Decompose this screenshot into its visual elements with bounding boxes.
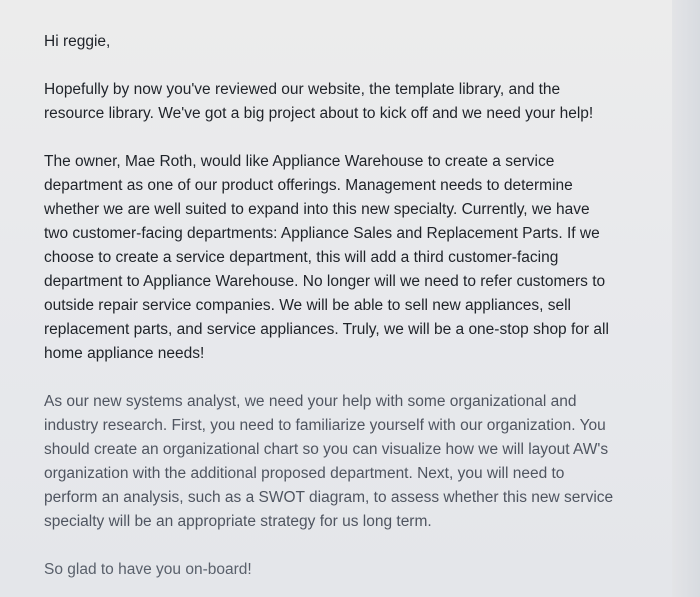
paragraph-project-line: department to Appliance Warehouse. No longer will we need to refer customers to bbox=[44, 273, 606, 290]
message-body bbox=[44, 30, 664, 582]
paragraph-project-line: replacement parts, and service appliances. Truly, we will be a one-stop shop for all bbox=[44, 321, 609, 338]
paragraph-project-line: whether we are well suited to expand into this new specialty. Currently, we have bbox=[44, 201, 590, 218]
paragraph-project-line: The owner, Mae Roth, would like Appliance Warehouse to create a service bbox=[44, 153, 555, 170]
paragraph-project-line: outside repair service companies. We will be able to sell new appliances, sell bbox=[44, 297, 571, 314]
paragraph-intro-line: resource library. We've got a big project about to kick off and we need your help! bbox=[44, 105, 594, 122]
paragraph-assignment-line: should create an organizational chart so you can visualize how we will layout AW's bbox=[44, 441, 609, 458]
paragraph-intro bbox=[44, 78, 664, 126]
paragraph-assignment-line: industry research. First, you need to familiarize yourself with our organization. You bbox=[44, 417, 606, 434]
closing-text: So glad to have you on-board! bbox=[44, 561, 252, 578]
paragraph-assignment-line: As our new systems analyst, we need your help with some organizational and bbox=[44, 393, 577, 410]
paragraph-assignment bbox=[44, 390, 664, 534]
paragraph-intro-line: Hopefully by now you've reviewed our website, the template library, and the bbox=[44, 81, 561, 98]
paragraph-project-line: two customer-facing departments: Appliance Sales and Replacement Parts. If we bbox=[44, 225, 600, 242]
paragraph-project-line: home appliance needs! bbox=[44, 345, 205, 362]
paragraph-project-line: department as one of our product offerings. Management needs to determine bbox=[44, 177, 573, 194]
paragraph-project bbox=[44, 150, 664, 366]
paragraph-assignment-line: organization with the additional proposed department. Next, you will need to bbox=[44, 465, 565, 482]
right-edge-strip bbox=[672, 0, 700, 597]
greeting-text: Hi reggie, bbox=[44, 33, 111, 50]
paragraph-assignment-line: specialty will be an appropriate strategy for us long term. bbox=[44, 513, 432, 530]
paragraph-assignment-line: perform an analysis, such as a SWOT diagram, to assess whether this new service bbox=[44, 489, 614, 506]
paragraph-project-line: choose to create a service department, this will add a third customer-facing bbox=[44, 249, 559, 266]
